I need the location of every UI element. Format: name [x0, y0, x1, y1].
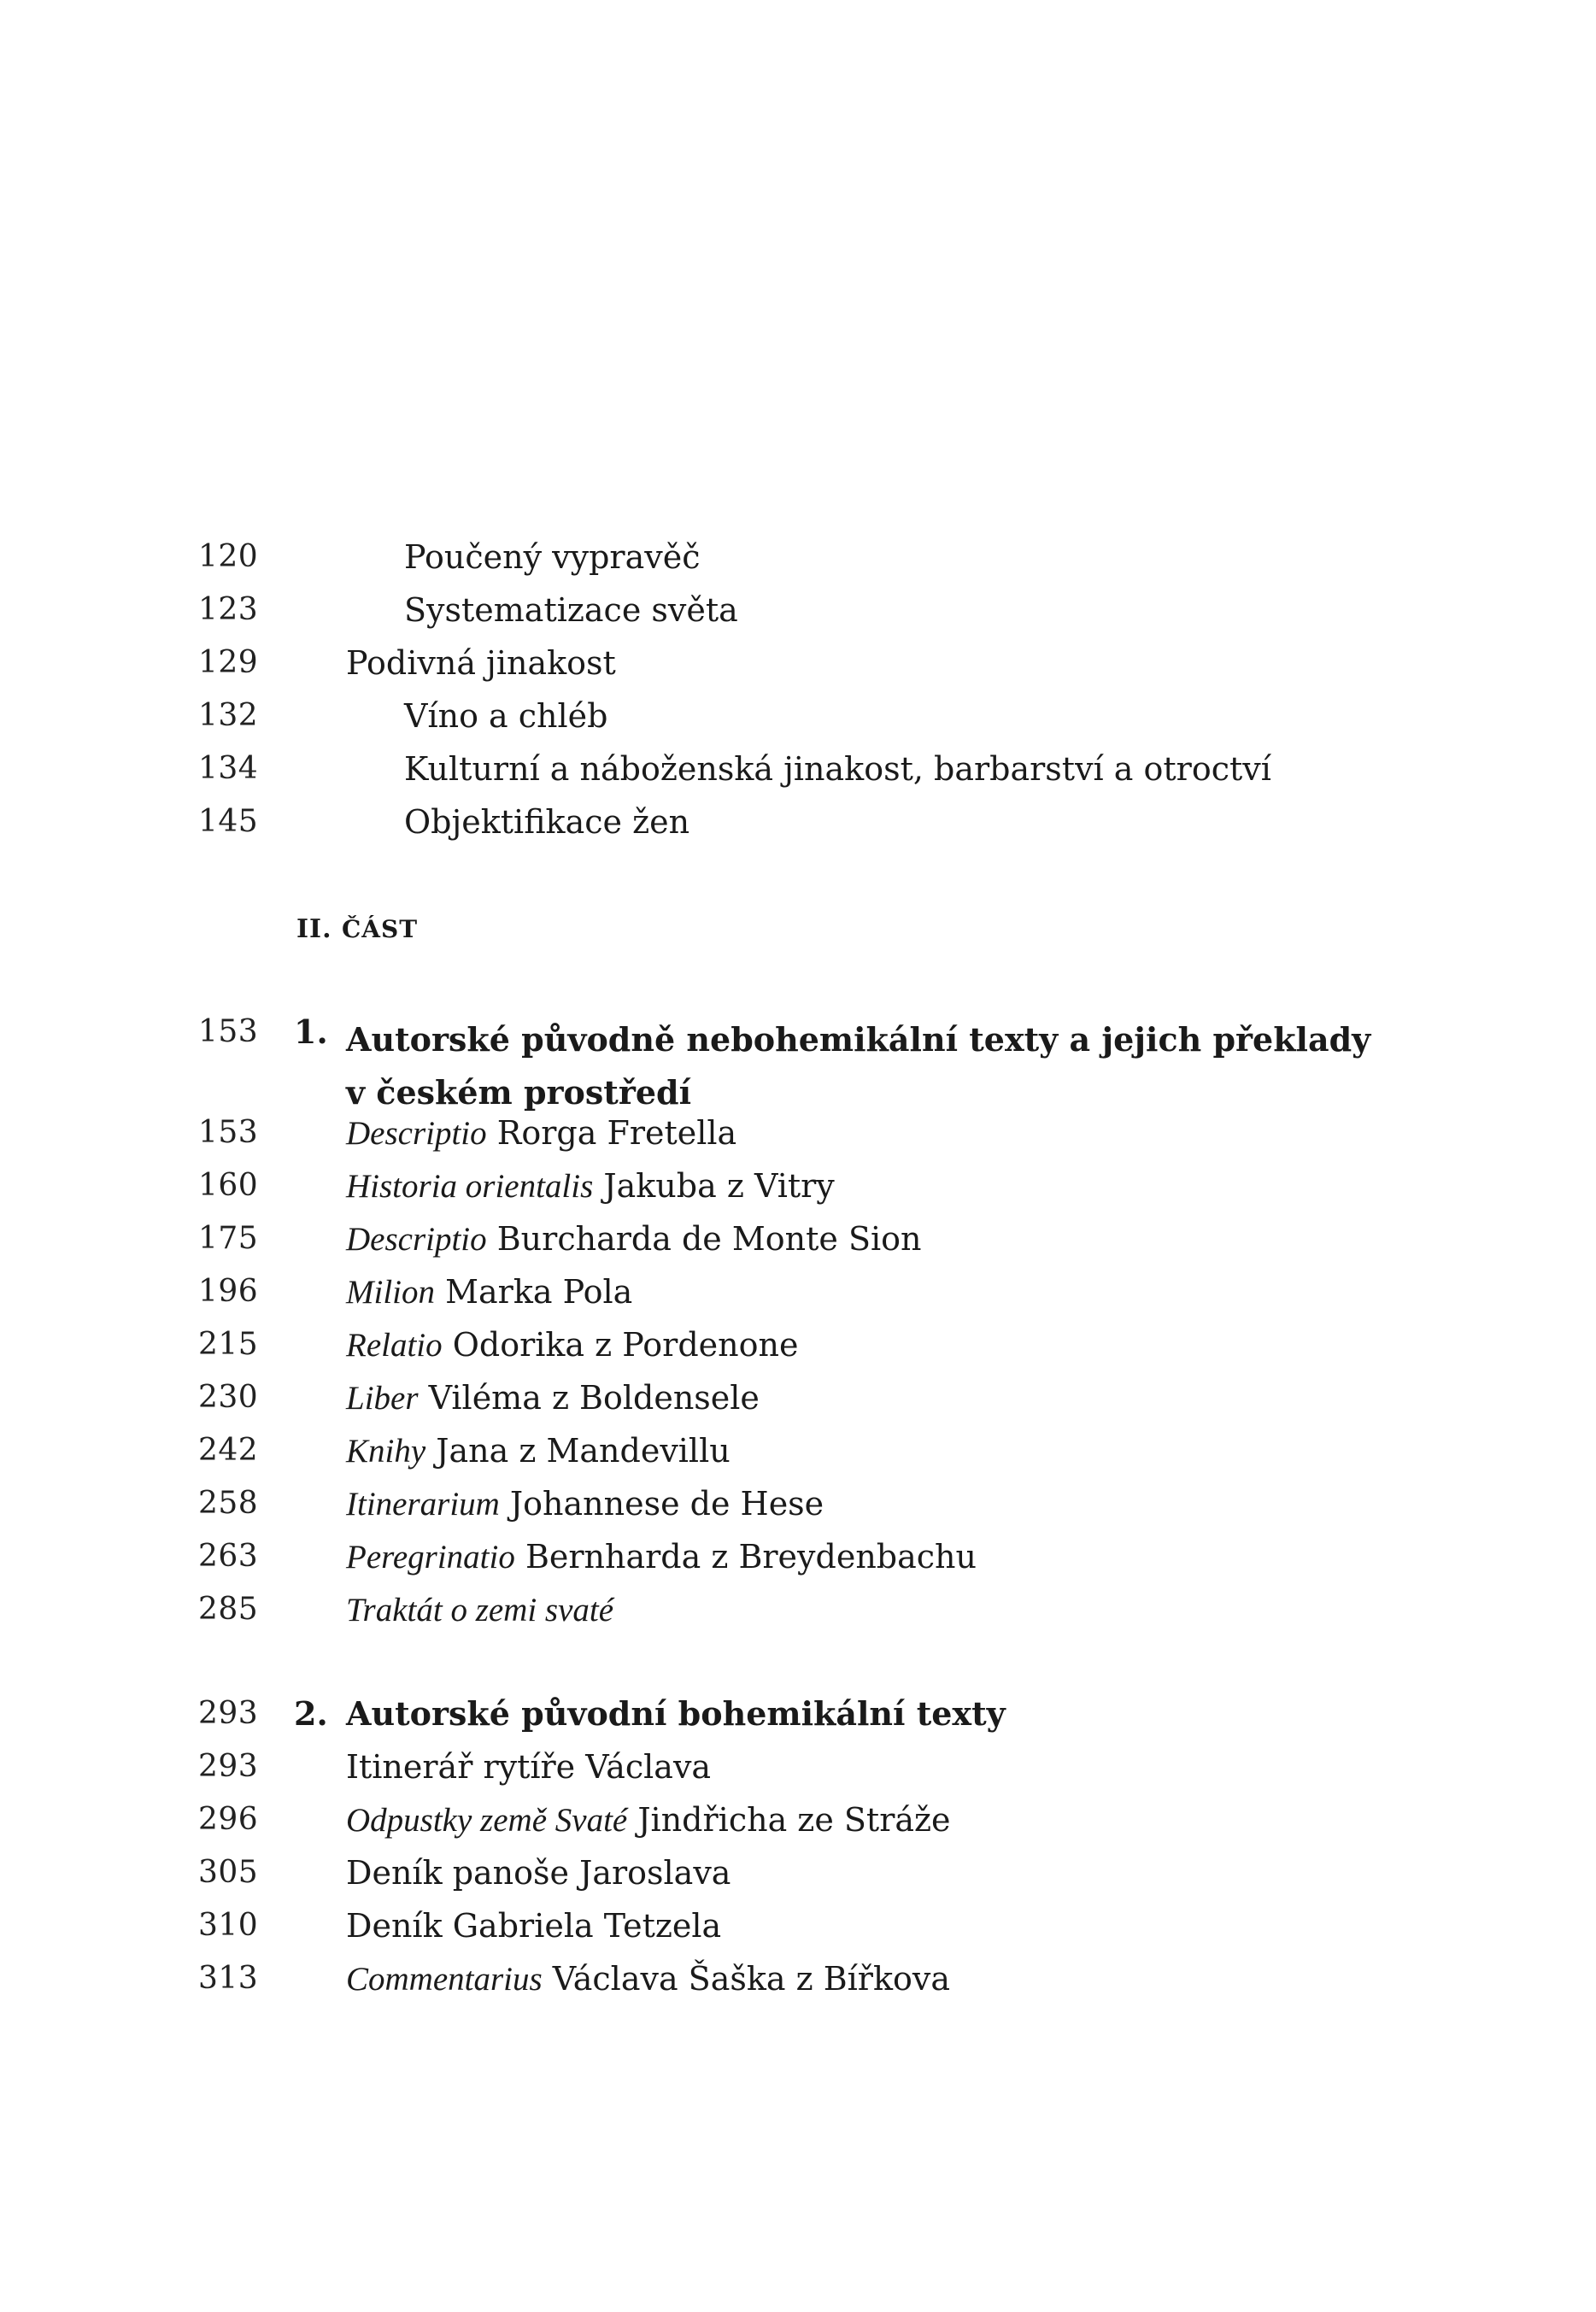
- entry-title-roman: Václava Šaška z Bířkova: [552, 1960, 951, 1998]
- entry-title: [346, 1485, 824, 1523]
- entry-title-roman: Viléma z Boldensele: [428, 1379, 760, 1417]
- entry-title-roman: Bernharda z Breydenbachu: [525, 1538, 977, 1576]
- entry-title: [346, 1379, 760, 1417]
- toc-entry: [0, 1534, 1596, 1587]
- toc-entry: [0, 1217, 1596, 1270]
- toc-entry: [0, 694, 1596, 747]
- entry-title: [346, 1273, 632, 1312]
- page-number: 310: [198, 1908, 259, 1943]
- chapter-number: 2.: [294, 1694, 328, 1733]
- toc-entry: [0, 1798, 1596, 1851]
- toc-entry: [0, 535, 1596, 588]
- entry-title-italic: Descriptio: [346, 1115, 487, 1152]
- entry-title-italic: Commentarius: [346, 1961, 543, 1998]
- toc-entry: [0, 1111, 1596, 1164]
- page-number: 215: [198, 1327, 259, 1362]
- entry-title-italic: Liber: [346, 1380, 419, 1417]
- entry-title-roman: Marka Pola: [445, 1273, 633, 1311]
- entry-title: [346, 1114, 736, 1153]
- entry-title-roman: Deník Gabriela Tetzela: [346, 1907, 722, 1945]
- entry-title-italic: Peregrinatio: [346, 1539, 515, 1576]
- entry-title: [346, 1538, 977, 1576]
- toc-entry: [0, 1587, 1596, 1640]
- entry-title: Poučený vypravěč: [404, 538, 701, 576]
- toc-entry: [0, 1376, 1596, 1429]
- entry-title: Víno a chléb: [404, 697, 608, 735]
- chapter-title-line: v českém prostředí: [346, 1073, 692, 1112]
- entry-title: [346, 1854, 731, 1892]
- entry-title-roman: Jindřicha ze Stráže: [637, 1801, 951, 1839]
- page-number: 305: [198, 1855, 259, 1890]
- page-number: 153: [198, 1014, 259, 1049]
- entry-title-italic: Historia orientalis: [346, 1168, 594, 1205]
- toc-entry: [0, 1429, 1596, 1482]
- toc-entry: [0, 1323, 1596, 1376]
- entry-title-roman: Burcharda de Monte Sion: [496, 1220, 922, 1258]
- entry-title: Kulturní a náboženská jinakost, barbarství a otroctví: [404, 750, 1271, 788]
- entry-title-roman: Deník panoše Jaroslava: [346, 1854, 731, 1892]
- page-number: 123: [198, 592, 259, 627]
- entry-title: [346, 1748, 711, 1787]
- entry-title: [346, 1960, 950, 1998]
- page-number: 258: [198, 1486, 259, 1521]
- page-number: 153: [198, 1115, 259, 1150]
- page-number: 196: [198, 1274, 259, 1309]
- entry-title: [346, 1220, 921, 1259]
- entry-title-roman: Jakuba z Vitry: [603, 1167, 835, 1205]
- toc-entry: [0, 1270, 1596, 1323]
- toc-entry: [0, 1957, 1596, 2010]
- page-number: 296: [198, 1802, 259, 1837]
- entry-title-roman: Rorga Fretella: [496, 1114, 737, 1152]
- page-number: 293: [198, 1696, 259, 1731]
- entry-title-italic: Milion: [346, 1274, 435, 1311]
- page-number: 313: [198, 1961, 259, 1996]
- entry-title: [346, 1432, 731, 1470]
- entry-title: [346, 1167, 835, 1206]
- entry-title: Podivná jinakost: [346, 644, 616, 682]
- page-number: 285: [198, 1592, 259, 1627]
- toc-entry: [0, 1851, 1596, 1904]
- part-roman-numeral: II.: [296, 914, 332, 944]
- page-number: 230: [198, 1380, 259, 1415]
- entry-title-italic: Knihy: [346, 1433, 426, 1470]
- page-number: 263: [198, 1539, 259, 1574]
- entry-title: Objektifikace žen: [404, 803, 690, 841]
- page-number: 160: [198, 1168, 259, 1203]
- part-label: ČÁST: [341, 915, 419, 943]
- toc-entry: [0, 800, 1596, 853]
- entry-title-italic: Relatio: [346, 1327, 443, 1364]
- entry-title-italic: Odpustky země Svaté: [346, 1802, 628, 1839]
- chapter-heading: [0, 1010, 1596, 1116]
- page-number: 134: [198, 751, 259, 786]
- entry-title-roman: Johannese de Hese: [509, 1485, 824, 1523]
- toc-entry: [0, 1904, 1596, 1957]
- chapter-number: 1.: [294, 1012, 328, 1051]
- entry-title-roman: Jana z Mandevillu: [436, 1432, 731, 1470]
- entry-title-italic: Traktát o zemi svaté: [346, 1592, 614, 1628]
- chapter-title-line: Autorské původně nebohemikální texty a jejich překlady: [346, 1020, 1371, 1059]
- entry-title: [346, 1801, 951, 1840]
- toc-entry: [0, 1482, 1596, 1534]
- toc-entry: [0, 1745, 1596, 1798]
- entry-title-roman: Itinerář rytíře Václava: [346, 1748, 712, 1786]
- chapter-title: Autorské původní bohemikální texty: [346, 1694, 1006, 1733]
- entry-title: [346, 1907, 721, 1945]
- toc-entry: [0, 1164, 1596, 1217]
- page-number: 120: [198, 539, 259, 574]
- entry-title: Systematizace světa: [404, 591, 738, 629]
- toc-entry: [0, 588, 1596, 641]
- page-number: 129: [198, 645, 259, 680]
- entry-title: [346, 1591, 613, 1629]
- entry-title-italic: Itinerarium: [346, 1486, 500, 1523]
- chapter-title: [346, 1013, 1457, 1119]
- entry-title: [346, 1326, 798, 1364]
- entry-title-italic: Descriptio: [346, 1221, 487, 1258]
- page-number: 175: [198, 1221, 259, 1256]
- page-number: 132: [198, 698, 259, 733]
- page-number: 145: [198, 804, 259, 839]
- toc-entry: [0, 641, 1596, 694]
- page-number: 242: [198, 1433, 259, 1468]
- toc-entry: [0, 747, 1596, 800]
- chapter-heading: [0, 1692, 1596, 1745]
- part-heading: [296, 914, 418, 944]
- page-number: 293: [198, 1749, 259, 1784]
- entry-title-roman: Odorika z Pordenone: [452, 1326, 799, 1364]
